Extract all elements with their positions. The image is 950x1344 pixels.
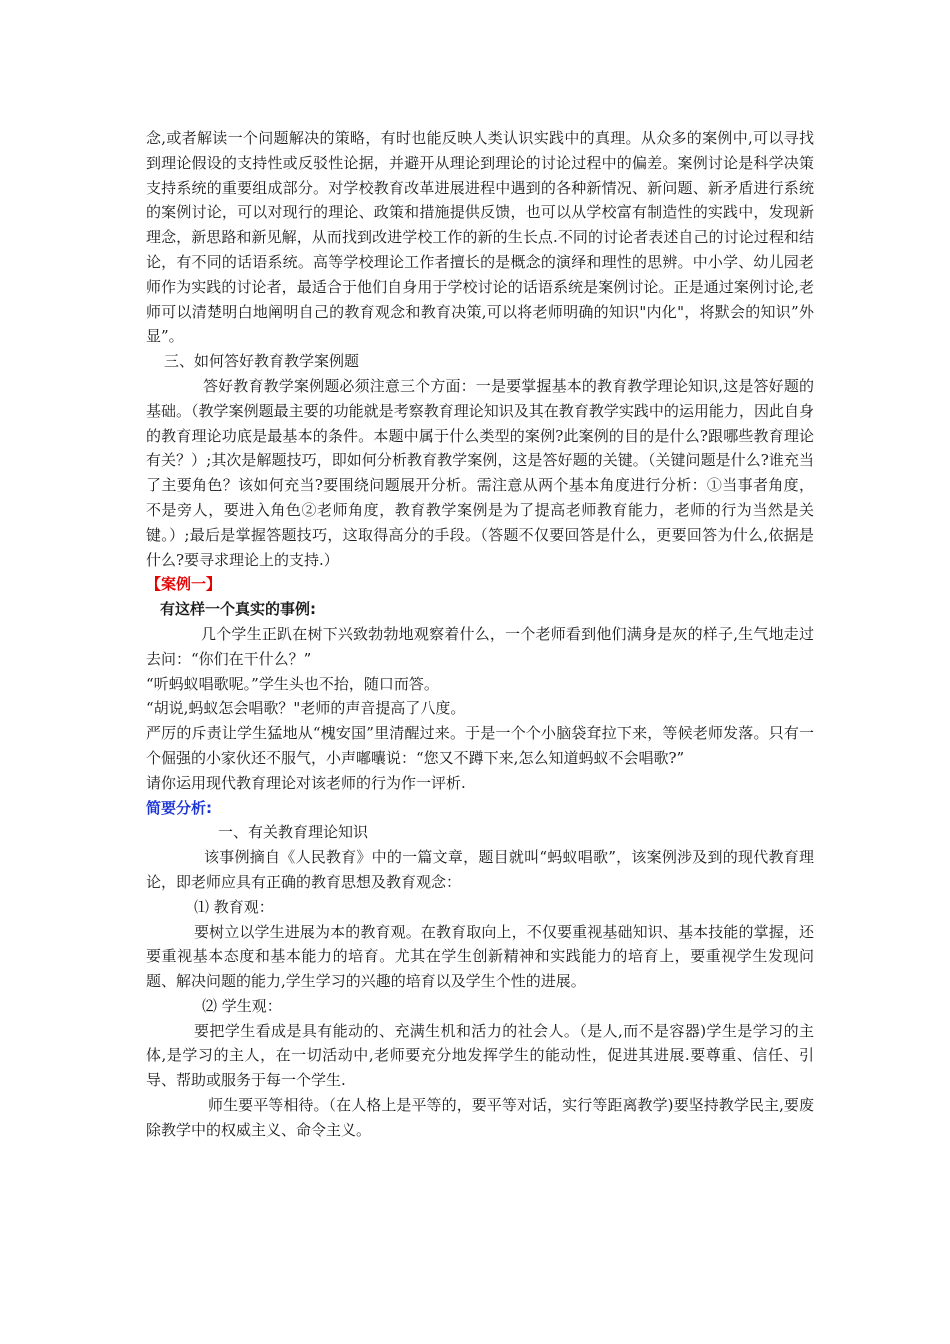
document-page — [146, 126, 814, 1143]
analysis-title: 简要分析: — [146, 798, 212, 817]
analysis-paragraph-3: 要把学生看成是具有能动的、充满生机和活力的社会人。（是人,而不是容器)学生是学习的主体,是学习的主人，在一切活动中,老师要充分地发挥学生的能动性，促进其进展.要尊重、信任、引导、帮助或服务于每一个学生. — [146, 1021, 814, 1090]
case-paragraph-1: 几个学生正趴在树下兴致勃勃地观察着什么，一个老师看到他们满身是灰的样子,生气地走过去问：“你们在干什么？” — [146, 624, 814, 668]
case-intro: 有这样一个真实的事例: — [160, 600, 316, 619]
intro-paragraph: 念,或者解读一个问题解决的策略，有时也能反映人类认识实践中的真理。从众多的案例中,可以寻找到理论假设的支持性或反驳性论据，并避开从理论到理论的讨论过程中的偏差。案例讨论是科学决策支持系统的重要组成部分。对学校教育改革进展进程中遇到的各种新情况、新问题、新矛盾进行系统的案例讨论，可以对现行的理论、政策和措施提供反馈，也可以从学校富有制造性的实践中，发现新理念，新思路和新见解，从而找到改进学校工作的新的生长点.不同的讨论者表述自己的讨论过程和结论，有不同的话语系统。高等学校理论工作者擅长的是概念的演绎和理性的思辨。中小学、幼儿园老师作为实践的讨论者，最适合于他们自身用于学校讨论的话语系统是案例讨论。正是通过案例讨论,老师可以清楚明白地阐明自己的教育观念和教育决策,可以将老师明确的知识"内化"，将默会的知识”外显”。 — [146, 129, 814, 346]
analysis-paragraph-2: 要树立以学生进展为本的教育观。在教育取向上，不仅要重视基础知识、基本技能的掌握，还要重视基本态度和基本能力的培育。尤其在学生创新精神和实践能力的培育上，要重视学生发现问题、解决问题的能力,学生学习的兴趣的培育以及学生个性的进展。 — [146, 922, 814, 991]
analysis-heading-1: 一、有关教育理论知识 — [218, 823, 369, 842]
analysis-paragraph-4: 师生要平等相待。（在人格上是平等的，要平等对话，实行等距离教学)要坚持教学民主,要废除教学中的权威主义、命令主义。 — [146, 1096, 814, 1139]
case-one-title: 【案例一】 — [146, 575, 222, 594]
section-heading-three: 三、如何答好教育教学案例题 — [164, 352, 360, 371]
analysis-sub-student-view: ⑵ 学生观： — [202, 996, 282, 1015]
case-paragraph-3: “胡说,蚂蚁怎会唱歌？"老师的声音提高了八度。 — [146, 699, 466, 718]
analysis-sub-education-view: ⑴ 教育观： — [194, 897, 274, 916]
section-three-paragraph: 答好教育教学案例题必须注意三个方面：一是要掌握基本的教育教学理论知识,这是答好题的基础。（教学案例题最主要的功能就是考察教育理论知识及其在教育教学实践中的运用能力，因此自身的教育理论功底是最基本的条件。本题中属于什么类型的案例?此案例的目的是什么?跟哪些教育理论有关？）;其次是解题技巧，即如何分析教育教学案例，这是答好题的关键。（关键问题是什么?谁充当了主要角色？该如何充当?要围绕问题展开分析。需注意从两个基本角度进行分析：①当事者角度，不是旁人，要进入角色②老师角度，教育教学案例是为了提高老师教育能力，老师的行为当然是关键。）;最后是掌握答题技巧，这取得高分的手段。（答题不仅要回答是什么，更要回答为什么,依据是什么?要寻求理论上的支持.） — [146, 376, 814, 569]
analysis-paragraph-1: 该事例摘自《人民教育》中的一篇文章，题目就叫“蚂蚁唱歌”，该案例涉及到的现代教育理论，即老师应具有正确的教育思想及教育观念： — [146, 848, 814, 891]
case-question: 请你运用现代教育理论对该老师的行为作一评析. — [146, 773, 466, 792]
case-paragraph-2: “听蚂蚁唱歌呢。”学生头也不抬，随口而答。 — [146, 674, 439, 693]
case-paragraph-4: 严厉的斥责让学生猛地从“槐安国”里清醒过来。于是一个个小脑袋耷拉下来，等候老师发落。只有一个倔强的小家伙还不服气，小声嘟囔说：“您又不蹲下来,怎么知道蚂蚁不会唱歌?” — [146, 724, 814, 767]
